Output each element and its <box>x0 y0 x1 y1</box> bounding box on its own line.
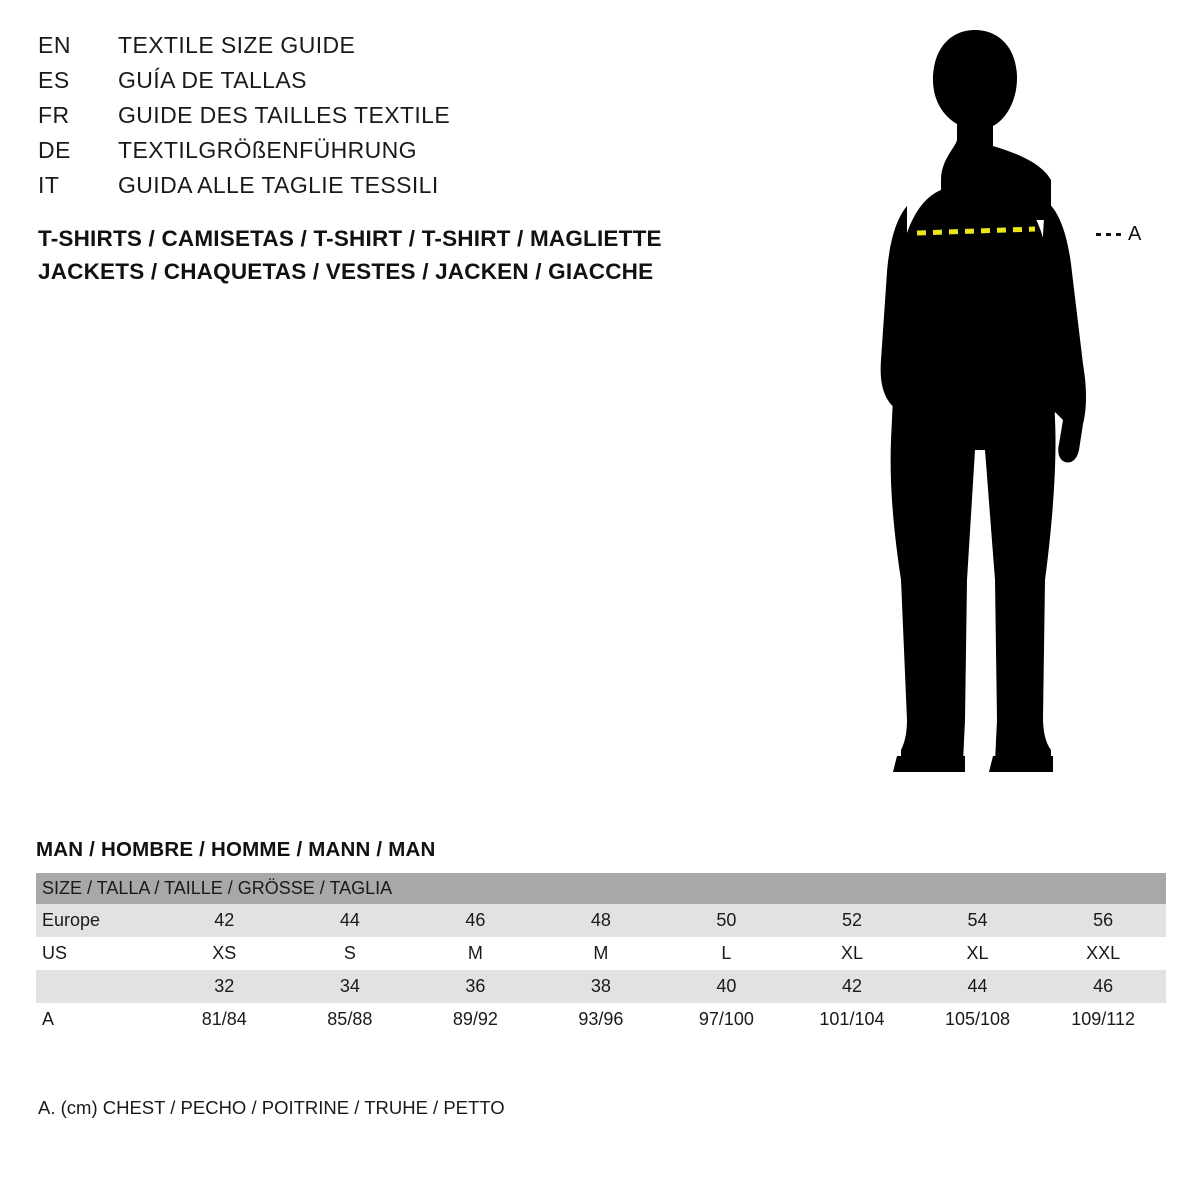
garment-category-block <box>38 222 798 288</box>
language-title-block <box>38 32 738 207</box>
table-cell: 52 <box>789 904 915 937</box>
language-title: TEXTILGRÖßENFÜHRUNG <box>118 137 417 163</box>
measure-callout-a <box>1096 224 1141 244</box>
male-silhouette-figure <box>845 20 1175 780</box>
table-header-label: SIZE / TALLA / TAILLE / GRÖSSE / TAGLIA <box>36 873 1166 904</box>
table-cell: 54 <box>915 904 1041 937</box>
table-cell: 85/88 <box>287 1003 413 1036</box>
table-cell: S <box>287 937 413 970</box>
language-code: DE <box>38 137 71 163</box>
size-table <box>36 873 1166 1036</box>
row-label: A <box>36 1003 162 1036</box>
language-code: FR <box>38 102 70 128</box>
language-row <box>38 32 738 67</box>
size-table-section <box>36 838 1166 1036</box>
table-cell: 93/96 <box>538 1003 664 1036</box>
table-cell: 46 <box>1040 970 1166 1003</box>
table-cell: 101/104 <box>789 1003 915 1036</box>
table-cell: 46 <box>413 904 539 937</box>
table-cell: 48 <box>538 904 664 937</box>
language-code: EN <box>38 32 71 58</box>
table-cell: 44 <box>287 904 413 937</box>
table-cell: 32 <box>162 970 288 1003</box>
category-line-tshirts: T-SHIRTS / CAMISETAS / T-SHIRT / T-SHIRT / MAGLIETTE <box>38 226 662 251</box>
table-row <box>36 904 1166 937</box>
language-title: GUIDE DES TAILLES TEXTILE <box>118 102 451 128</box>
language-row <box>38 137 738 172</box>
table-cell: 40 <box>664 970 790 1003</box>
table-row <box>36 970 1166 1003</box>
table-cell: XL <box>789 937 915 970</box>
table-cell: 109/112 <box>1040 1003 1166 1036</box>
language-row <box>38 67 738 102</box>
table-cell: L <box>664 937 790 970</box>
language-row <box>38 172 738 207</box>
language-code: ES <box>38 67 70 93</box>
table-cell: M <box>538 937 664 970</box>
table-cell: 89/92 <box>413 1003 539 1036</box>
table-cell: 50 <box>664 904 790 937</box>
table-cell: M <box>413 937 539 970</box>
language-title: TEXTILE SIZE GUIDE <box>118 32 356 58</box>
table-cell: XXL <box>1040 937 1166 970</box>
table-cell: 44 <box>915 970 1041 1003</box>
category-line-jackets: JACKETS / CHAQUETAS / VESTES / JACKEN / GIACCHE <box>38 259 654 284</box>
table-row <box>36 937 1166 970</box>
table-cell: XS <box>162 937 288 970</box>
table-cell: 34 <box>287 970 413 1003</box>
table-cell: 38 <box>538 970 664 1003</box>
dashed-leader-icon <box>1096 233 1122 236</box>
table-cell: 42 <box>789 970 915 1003</box>
table-cell: 36 <box>413 970 539 1003</box>
table-cell: 81/84 <box>162 1003 288 1036</box>
table-header-row <box>36 873 1166 904</box>
chest-measure-line <box>845 20 1175 780</box>
table-cell: XL <box>915 937 1041 970</box>
table-row <box>36 1003 1166 1036</box>
measurement-footnote: A. (cm) CHEST / PECHO / POITRINE / TRUHE / PETTO <box>38 1097 505 1118</box>
table-cell: 97/100 <box>664 1003 790 1036</box>
row-label: US <box>36 937 162 970</box>
table-cell: 42 <box>162 904 288 937</box>
table-group-title: MAN / HOMBRE / HOMME / MANN / MAN <box>36 838 436 861</box>
table-cell: 56 <box>1040 904 1166 937</box>
row-label <box>36 970 162 1003</box>
language-title: GUÍA DE TALLAS <box>118 67 307 93</box>
language-title: GUIDA ALLE TAGLIE TESSILI <box>118 172 439 198</box>
row-label: Europe <box>36 904 162 937</box>
measure-letter-label: A <box>1128 223 1142 245</box>
language-code: IT <box>38 172 60 198</box>
table-cell: 105/108 <box>915 1003 1041 1036</box>
language-row <box>38 102 738 137</box>
